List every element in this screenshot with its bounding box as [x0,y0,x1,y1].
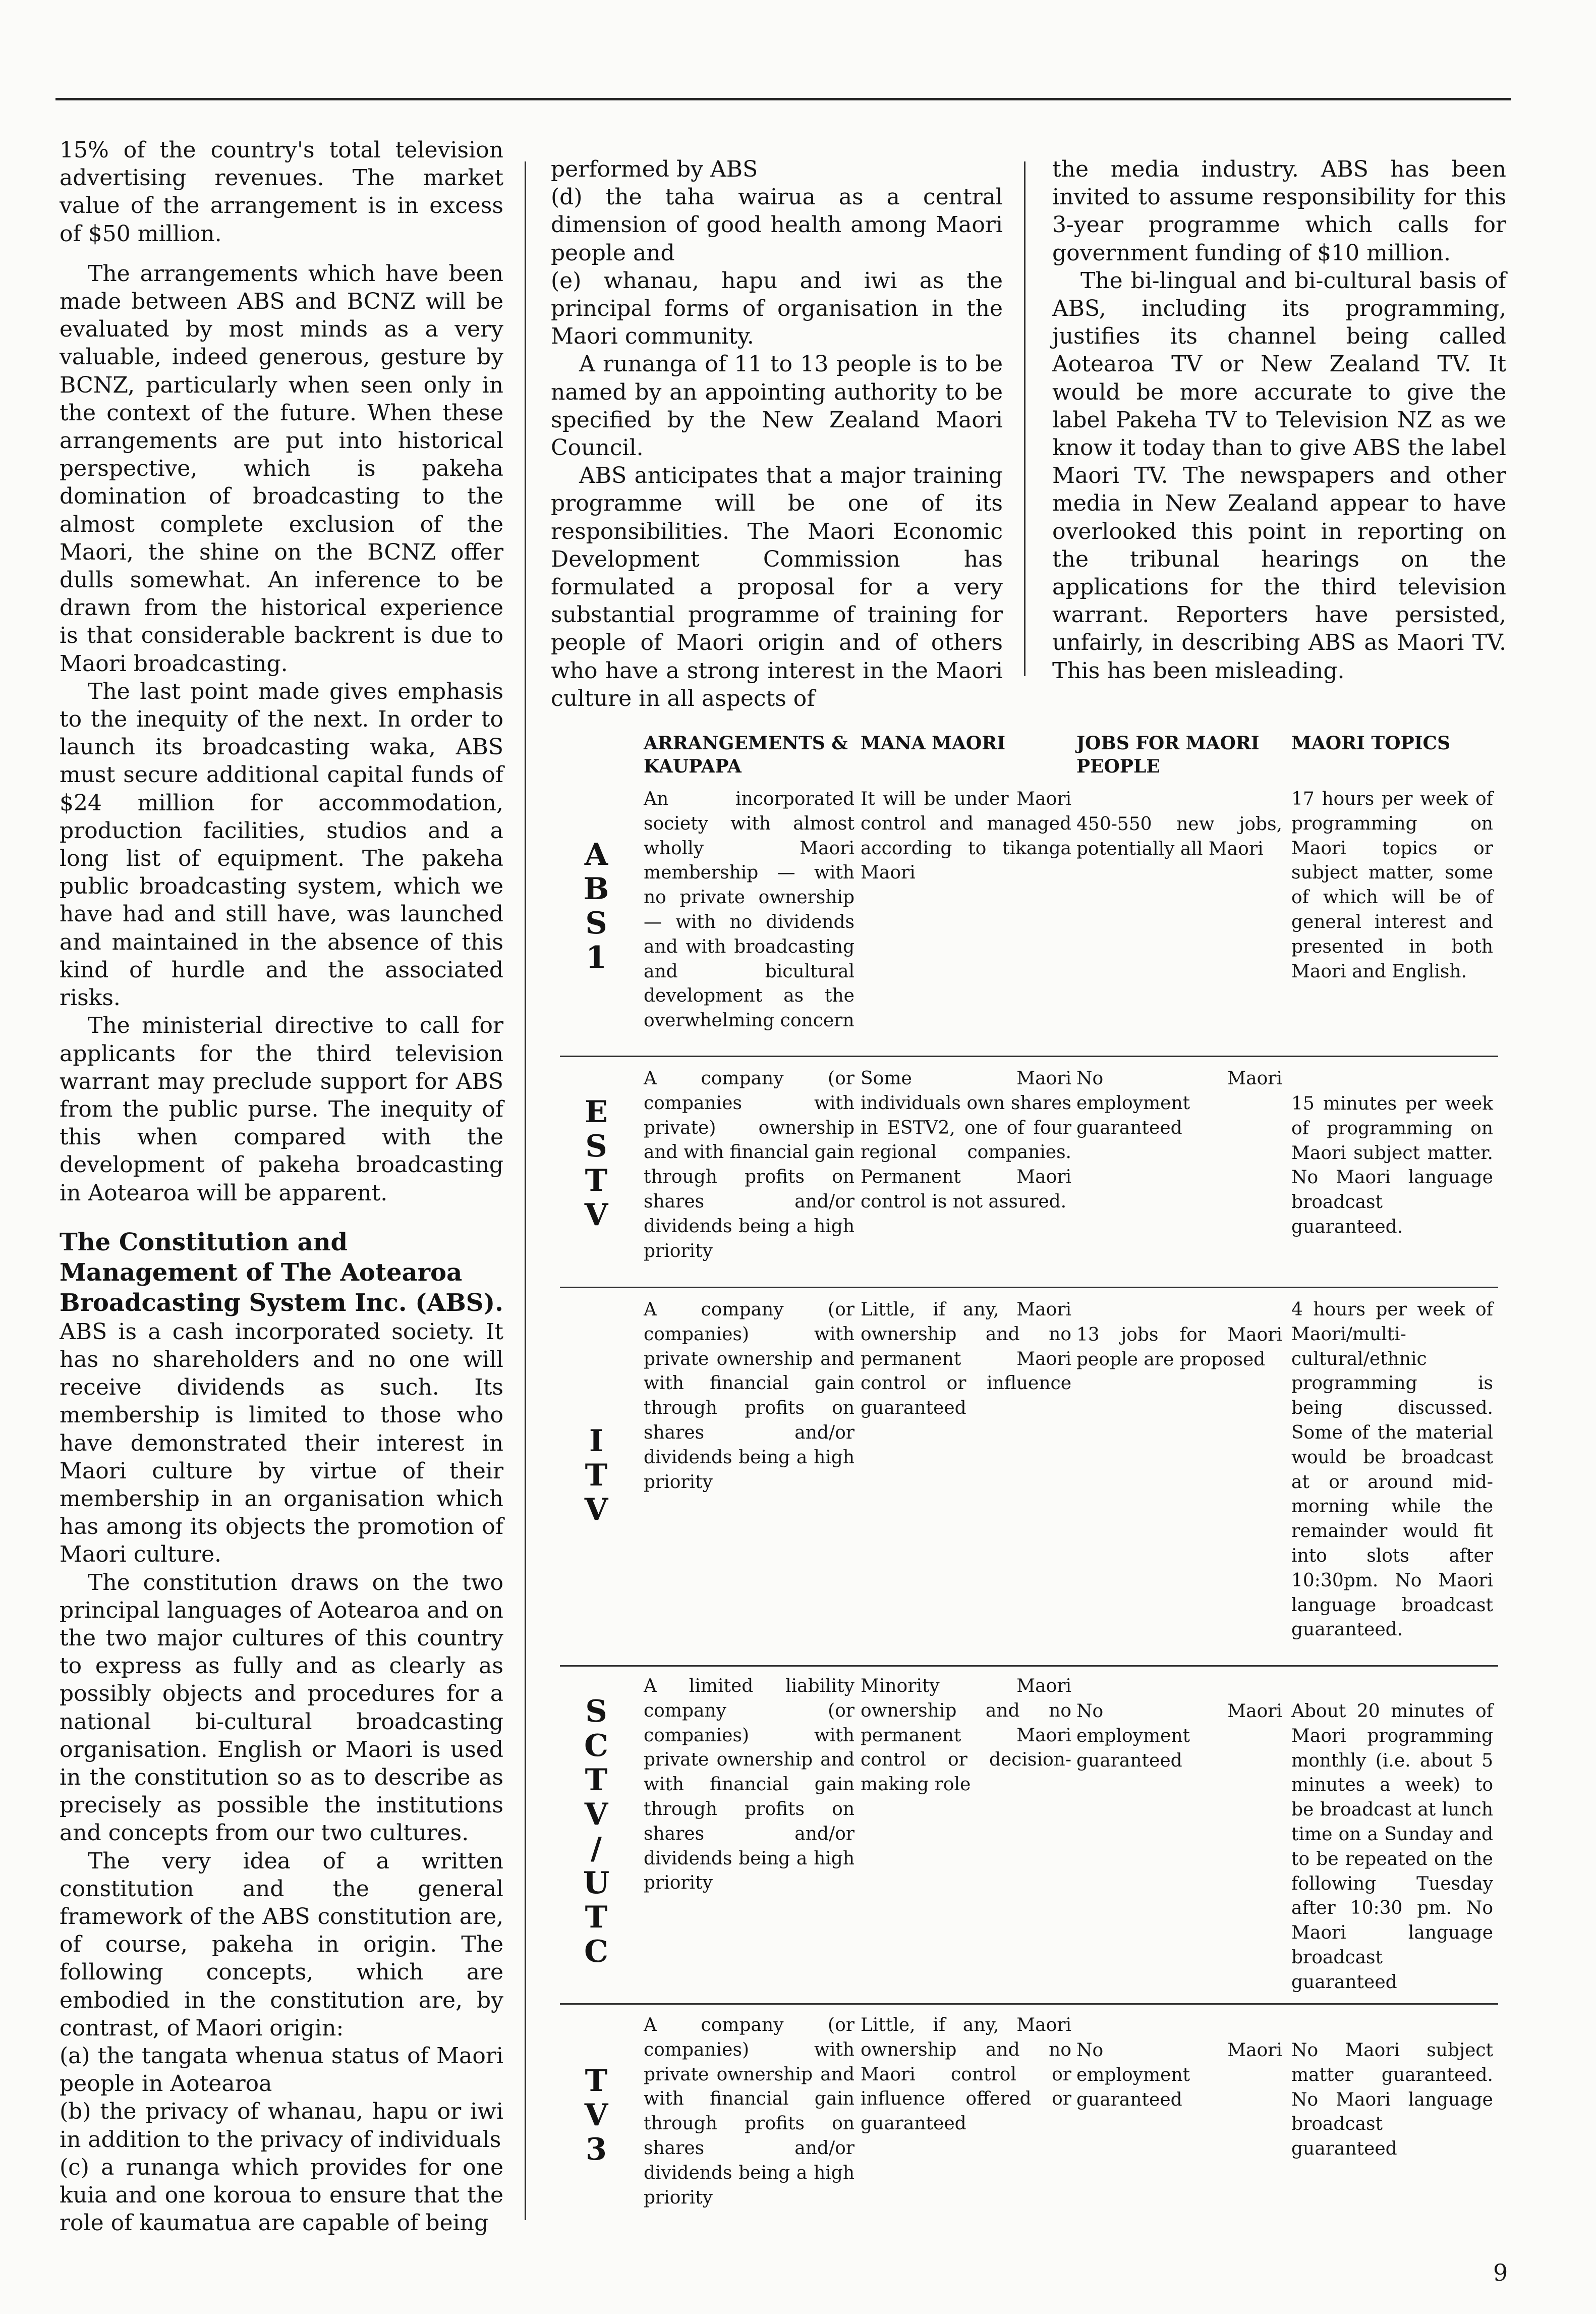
table-cell: Some Maori individuals own shares in ESTV2, one of four regional companies. Permanent Maori control is not assured. [861,1068,1071,1212]
column-divider-left [525,161,526,2220]
table-header-mana-maori: MANA MAORI [861,733,1006,754]
table-header-arrangements: ARRANGEMENTS & KAUPAPA [644,733,848,777]
table-cell: A company (or companies with private) ownership and with financial gain through profits on shares and/or dividends being a high priority [644,1068,854,1261]
table-row-divider [560,1287,1498,1288]
list-item: performed by ABS [551,156,758,182]
paragraph: The very idea of a written constitution and the general framework of the ABS constitution are, of course, pakeha in origin. The following concepts, which are embodied in the constitution are, by contrast, of Maori origin: [60,1848,503,2041]
table-row-divider [560,1056,1498,1057]
section-heading: The Constitution and Management of The Aotearoa Broadcasting System Inc. (ABS). [60,1228,503,1317]
table-cell: It will be under Maori control and managed according to tikanga Maori [861,789,1071,884]
table-cell: A limited liability company (or companies) with private ownership and with financial gain through profits on shares and/or dividends being a high priority [644,1676,854,1894]
table-cell: No Maori employment guaranteed [1076,2040,1282,2110]
paragraph: The ministerial directive to call for applicants for the third television warrant may preclude support for ABS from the public purse. The inequity of this when compared with the development of pakeha broadcasting in Aotearoa will be apparent. [60,1013,503,1206]
paragraph: The bi-lingual and bi-cultural basis of ABS, including its programming, justifies its channel being called Aotearoa TV or New Zealand TV. It would be more accurate to give the label Pakeha TV to Television NZ as we know it today than to give ABS the label Maori TV. The newspapers and other media in New Zealand appear to have overlooked this point in reporting on the tribunal hearings on the applications for the third television warrant. Reporters have persisted, unfairly, in describing ABS as Maori TV. This has been misleading. [1052,267,1506,684]
table-cell: Minority Maori ownership and no permanent Maori control or decision-making role [861,1676,1071,1795]
paragraph: The constitution draws on the two principal languages of Aotearoa and on the two major cultures of this country to express as fully and as clearly as possibly objects and procedures for a national bi-cultural broadcasting organisation. English or Maori is used in the constitution so as to describe as precisely as possible the institutions and concepts from our two cultures. [60,1569,503,1846]
table-cell: A company (or companies) with private ownership and with financial gain through profits on shares and/or dividends being a high priority [644,1299,854,1493]
column-two [551,155,1003,712]
column-divider-right [1024,161,1025,676]
list-item: (a) the tangata whenua status of Maori people in Aotearoa [60,2043,503,2097]
column-three [1052,155,1506,685]
table-cell: 17 hours per week of programming on Maori topics or subject matter, some of which will be of general interest and presented in both Maori and English. [1291,789,1493,982]
table-cell: A company (or companies) with private ownership and with financial gain through profits on shares and/or dividends being a high priority [644,2015,854,2208]
paragraph: The arrangements which have been made between ABS and BCNZ will be evaluated by most minds as a very valuable, indeed generous, gesture by BCNZ, particularly when seen only in the context of the future. When these arrangements are put into historical perspective, which is pakeha domination of broadcasting to the almost complete exclusion of the Maori, the shine on the BCNZ offer dulls somewhat. An inference to be drawn from the historical experience is that considerable backrent is due to Maori broadcasting. [60,260,503,677]
table-cell: No Maori subject matter guaranteed. No Maori language broadcast guaranteed [1291,2040,1493,2160]
table-header-maori-topics: MAORI TOPICS [1291,733,1451,754]
page-number: 9 [1493,2259,1508,2286]
row-label-itv: I T V [584,1423,608,1527]
column-one [60,136,503,2237]
table-cell: 15 minutes per week of programming on Maori subject matter. No Maori language broadcast guaranteed. [1291,1093,1493,1237]
list-item: (e) whanau, hapu and iwi as the principal forms of organisation in the Maori community. [551,267,1003,350]
table-cell: 4 hours per week of Maori/multi-cultural/ethnic programming is being discussed. Some of the material would be broadcast at or around mid-morning while the remainder would fit into slots after 10:30pm. No Maori language broadcast guaranteed. [1291,1299,1493,1640]
row-label-abs1: A B S 1 [583,837,609,975]
paragraph: 15% of the country's total television advertising revenues. The market value of the arrangement is in excess of $50 million. [60,137,503,247]
table-cell: An incorporated society with almost wholly Maori membership — with no private ownership — with no dividends and with broadcasting and bicultural development as the overwhelming concern [644,789,854,1031]
paragraph: The last point made gives emphasis to the inequity of the next. In order to launch its broadcasting waka, ABS must secure additional capital funds of $24 million for accommodation, production facilities, studios and a long list of equipment. The pakeha public broadcasting system, which we have had and still have, was launched and maintained in the absence of this kind of hurdle and the associated risks. [60,678,503,1011]
row-label-tv3: T V 3 [584,2063,608,2167]
paragraph: ABS is a cash incorporated society. It has no shareholders and no one will receive dividends as such. Its membership is limited to those who have demonstrated their interest in Maori culture by virtue of their membership in an organisation which has among its objects the promotion of Maori culture. [60,1318,503,1568]
table-cell: 13 jobs for Maori people are proposed [1076,1325,1282,1370]
paragraph: ABS anticipates that a major training programme will be one of its responsibilities. The Maori Economic Development Commission has formulated a proposal for a very substantial programme of training for people of Maori origin and of others who have a strong interest in the Maori culture in all aspects of [551,463,1003,711]
paragraph: A runanga of 11 to 13 people is to be named by an appointing authority to be specified by the New Zealand Maori Council. [551,351,1003,461]
table-cell: About 20 minutes of Maori programming monthly (i.e. about 5 minutes a week) to be broadcast at lunch time on a Sunday and to be repeated on the following Tuesday after 10:30 pm. No Maori language broadcast guaranteed [1291,1701,1493,1993]
table-cell: No Maori employment guaranteed [1076,1068,1282,1138]
table-row-divider [560,1665,1498,1667]
row-label-sctv-utc: S C T V / U T C [583,1694,610,1969]
list-item: (c) a runanga which provides for one kuia and one koroua to ensure that the role of kaumatua are capable of being [60,2154,503,2236]
table-cell: No Maori employment guaranteed [1076,1701,1282,1771]
list-item: (b) the privacy of whanau, hapu or iwi in addition to the privacy of individuals [60,2099,503,2153]
table-header-jobs: JOBS FOR MAORI PEOPLE [1076,733,1260,777]
row-label-estv: E S T V [584,1094,608,1233]
table-cell: Little, if any, Maori ownership and no permanent Maori control or influence guaranteed [861,1299,1071,1419]
table-cell: Little, if any, Maori ownership and no Maori control or influence offered or guaranteed [861,2015,1071,2134]
list-item: (d) the taha wairua as a central dimension of good health among Maori people and [551,184,1003,266]
table-cell: 450-550 new jobs, potentially all Maori [1076,814,1282,859]
table-row-divider [560,2003,1498,2005]
paragraph: the media industry. ABS has been invited to assume responsibility for this 3-year programme which calls for government funding of $10 million. [1052,156,1506,266]
top-rule [55,98,1511,100]
